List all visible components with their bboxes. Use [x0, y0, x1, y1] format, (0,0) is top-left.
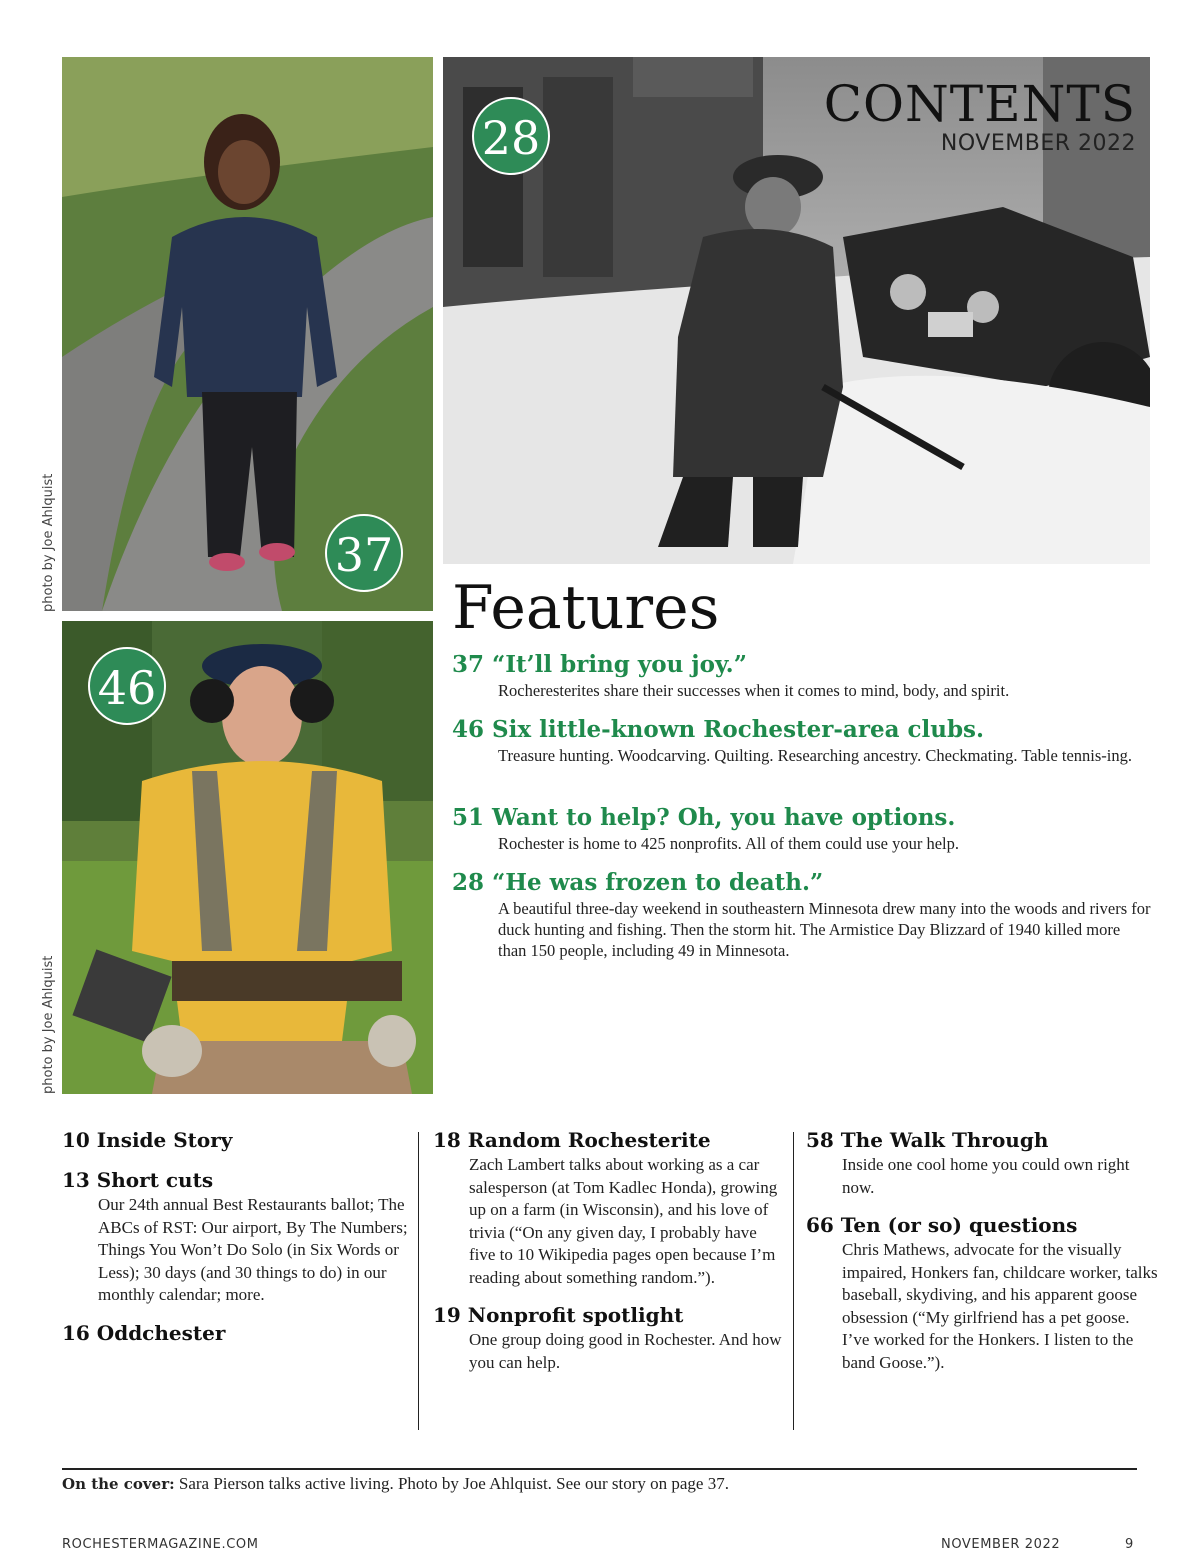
department-item[interactable]: [62, 1126, 412, 1154]
photo-credit-detector: photo by Joe Ahlquist: [41, 955, 56, 1094]
department-item[interactable]: [806, 1126, 1158, 1199]
department-description: Chris Mathews, advocate for the visually impaired, Honkers fan, childcare worker, talks baseball, skydiving, and his apparent goose obsession (“My girlfriend has a pet goose. I’ve worked for the Honkers. I listen to the band Goose.”).: [842, 1240, 1158, 1372]
feature-28-badge[interactable]: 28: [472, 97, 550, 175]
feature-item[interactable]: [452, 803, 1152, 854]
feature-item[interactable]: [452, 868, 1152, 961]
department-description: One group doing good in Rochester. And how you can help.: [469, 1330, 782, 1372]
page-number: 9: [1125, 1537, 1134, 1552]
department-item[interactable]: [433, 1301, 783, 1374]
departments-column-1: [62, 1126, 412, 1359]
feature-title[interactable]: 46 Six little-known Rochester-area clubs.: [452, 716, 984, 743]
departments-column-2: [433, 1126, 783, 1386]
features-heading: Features: [452, 573, 720, 643]
feature-title[interactable]: 37 “It’ll bring you joy.”: [452, 651, 747, 678]
cover-note-text: Sara Pierson talks active living. Photo by Joe Ahlquist. See our story on page 37.: [174, 1474, 729, 1493]
column-divider: [418, 1132, 419, 1430]
issue-date: NOVEMBER 2022: [940, 131, 1136, 156]
contents-header: [824, 76, 1136, 156]
column-divider: [793, 1132, 794, 1430]
cover-note: [62, 1474, 729, 1494]
photo-credit-walker: photo by Joe Ahlquist: [41, 473, 56, 612]
footer-rule: [62, 1468, 1137, 1470]
department-item[interactable]: [433, 1126, 783, 1289]
department-description: Zach Lambert talks about working as a car salesperson (at Tom Kadlec Honda), growing up on a farm (in Wisconsin), and his love of trivia (“On any given day, I probably have five to 10 Wikipedia pages open because I’m reading about something random.”).: [469, 1155, 778, 1287]
department-title[interactable]: 66 Ten (or so) questions: [806, 1213, 1078, 1237]
feature-title[interactable]: 28 “He was frozen to death.”: [452, 869, 824, 896]
feature-description: A beautiful three-day weekend in southeastern Minnesota drew many into the woods and rivers for duck hunting and fishing. Then the storm hit. The Armistice Day Blizzard of 1940 killed more than 150 people, including 49 in Minnesota.: [498, 899, 1151, 960]
department-item[interactable]: [62, 1166, 412, 1307]
feature-item[interactable]: [452, 715, 1152, 766]
feature-title[interactable]: 51 Want to help? Oh, you have options.: [452, 804, 956, 831]
department-title[interactable]: 18 Random Rochesterite: [433, 1128, 711, 1152]
footer-site[interactable]: ROCHESTERMAGAZINE.COM: [62, 1537, 259, 1552]
feature-description: Rochester is home to 425 nonprofits. All of them could use your help.: [498, 834, 960, 853]
department-title[interactable]: 10 Inside Story: [62, 1128, 233, 1152]
department-title[interactable]: 13 Short cuts: [62, 1168, 214, 1192]
feature-description: Treasure hunting. Woodcarving. Quilting. Researching ancestry. Checkmating. Table tennis-ing.: [498, 746, 1133, 765]
department-description: Our 24th annual Best Restaurants ballot; The ABCs of RST: Our airport, By The Numbers; Things You Won’t Do Solo (in Six Words or Less); 30 days (and 30 things to do) in our monthly calendar; more.: [98, 1195, 408, 1304]
department-title[interactable]: 58 The Walk Through: [806, 1128, 1049, 1152]
footer-issue: NOVEMBER 2022: [941, 1537, 1061, 1552]
department-item[interactable]: [806, 1211, 1158, 1374]
contents-title: CONTENTS: [823, 75, 1136, 133]
department-title[interactable]: 19 Nonprofit spotlight: [433, 1303, 684, 1327]
department-title[interactable]: 16 Oddchester: [62, 1320, 226, 1345]
department-item[interactable]: [62, 1319, 412, 1347]
feature-37-badge[interactable]: 37: [325, 514, 403, 592]
feature-description: Rocheresterites share their successes when it comes to mind, body, and spirit.: [498, 681, 1010, 700]
cover-note-label: On the cover:: [62, 1475, 175, 1493]
feature-46-badge[interactable]: 46: [88, 647, 166, 725]
department-description: Inside one cool home you could own right now.: [842, 1155, 1130, 1197]
departments-column-3: [806, 1126, 1158, 1386]
feature-item[interactable]: [452, 650, 1152, 701]
